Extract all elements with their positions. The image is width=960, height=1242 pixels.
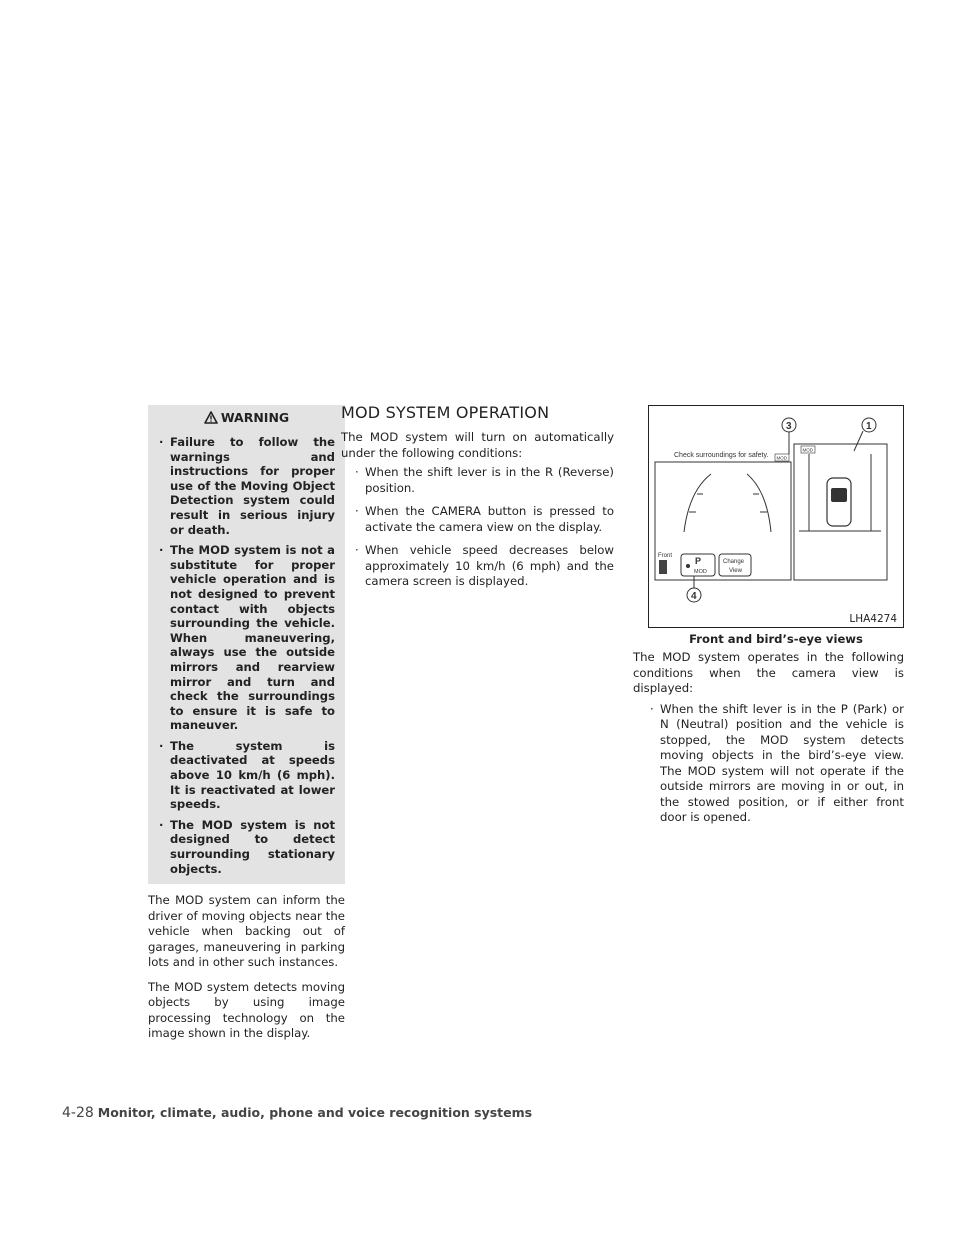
body-paragraph: The MOD system can inform the driver of moving objects near the vehicle when backing out of garages, maneuvering in parking lots and in other such instances. [148, 893, 345, 970]
callout-3-text: 3 [786, 421, 792, 432]
figure-camera-display [648, 405, 904, 628]
warning-item-text: The MOD system is not designed to detect surrounding stationary objects. [170, 817, 335, 876]
operation-text: When the shift lever is in the P (Park) or N (Neutral) position and the vehicle is stopped, the MOD system detects moving objects in the bird’s-eye view. The MOD system will not operate if the outside mirrors are moving in or out, in the stowed position, or if either front door is opened. [660, 701, 904, 824]
left-column [148, 405, 345, 1042]
section-heading: MOD SYSTEM OPERATION [341, 403, 550, 422]
section-intro: The MOD system will turn on automatically under the following conditions: [341, 430, 614, 460]
figure-caption: Front and bird’s-eye views [689, 632, 863, 646]
svg-text:P: P [695, 556, 702, 566]
right-intro: The MOD system operates in the following conditions when the camera view is displayed: [633, 650, 904, 695]
page-number: 4-28 [62, 1105, 94, 1121]
warning-item-text: The system is deactivated at speeds above 10 km/h (6 mph). It is reactivated at lower speeds. [170, 738, 335, 812]
warning-icon [204, 411, 218, 424]
condition-text: When vehicle speed decreases below approximately 10 km/h (6 mph) and the camera screen is displayed. [365, 543, 614, 588]
front-label: Front [658, 553, 673, 559]
camera-display-illustration [649, 406, 903, 627]
condition-item: · When the shift lever is in the R (Reverse) position. [355, 465, 614, 495]
condition-text: When the shift lever is in the R (Reverse) position. [365, 465, 614, 495]
screen-message: Check surroundings for safety. [674, 452, 769, 459]
mod-indicator-birdseye-text: MOD [802, 447, 813, 453]
condition-item: · When vehicle speed decreases below approximately 10 km/h (6 mph) and the camera screen is displayed. [355, 543, 614, 588]
condition-item: · When the CAMERA button is pressed to activate the camera view on the display. [355, 504, 614, 534]
right-column [633, 650, 904, 826]
footer-section-title: Monitor, climate, audio, phone and voice recognition systems [97, 1105, 533, 1120]
warning-item: · The MOD system is not designed to detect surrounding stationary objects. [159, 817, 335, 876]
change-view-text-2: View [729, 568, 742, 574]
warning-header [148, 405, 345, 429]
change-view-text-1: Change [723, 559, 745, 565]
mod-button-text: MOD [694, 569, 707, 575]
callout-4-text: 4 [691, 591, 697, 602]
mod-indicator-front-text: MOD [776, 455, 787, 461]
warning-item-text: The MOD system is not a substitute for proper vehicle operation and is not designed to prevent contact with objects surrounding the vehicle. When maneuvering, always use the outside mirrors and rearview mirror and turn and check the surroundings to ensure it is safe to maneuver. [170, 543, 335, 733]
warning-item: · The system is deactivated at speeds above 10 km/h (6 mph). It is reactivated at lower speeds. [159, 738, 335, 812]
camera-icon [659, 560, 667, 574]
warning-title: WARNING [220, 410, 290, 425]
condition-text: When the CAMERA button is pressed to activate the camera view on the display. [365, 504, 614, 534]
callout-1-text: 1 [866, 421, 872, 432]
warning-item: · Failure to follow the warnings and instructions for proper use of the Moving Object Detection system could result in serious injury or death. [159, 435, 335, 537]
middle-column [341, 403, 614, 590]
operation-item: · When the shift lever is in the P (Park) or N (Neutral) position and the vehicle is stopped, the MOD system detects moving objects in the bird’s-eye view. The MOD system will not operate if the outside mirrors are moving in or out, in the stowed position, or if either front door is opened. [650, 701, 904, 824]
page-footer [62, 1105, 532, 1121]
warning-item: · The MOD system is not a substitute for proper vehicle operation and is not designed to prevent contact with objects surrounding the vehicle. When maneuvering, always use the outside mirrors and rearview mirror and turn and check the surroundings to ensure it is safe to maneuver. [159, 543, 335, 733]
warning-box [148, 405, 345, 884]
body-paragraph: The MOD system detects moving objects by using image processing technology on the image shown in the display. [148, 979, 345, 1041]
warning-item-text: Failure to follow the warnings and instructions for proper use of the Moving Object Detection system could result in serious injury or death. [170, 435, 335, 537]
figure-code: LHA4274 [849, 613, 897, 625]
